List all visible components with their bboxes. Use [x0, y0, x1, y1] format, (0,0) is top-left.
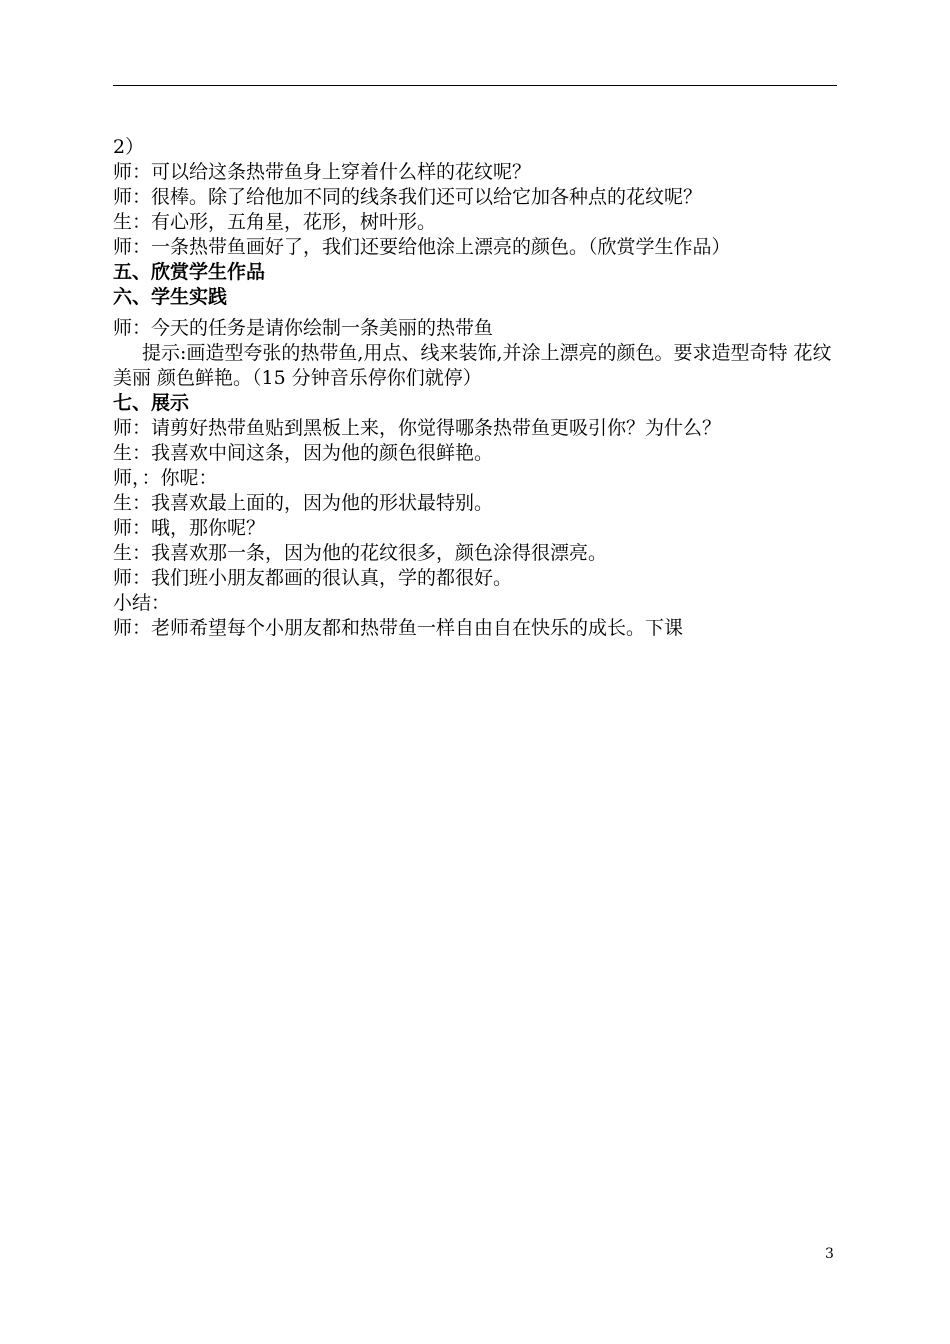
dialogue-line: 生：我喜欢中间这条，因为他的颜色很鲜艳。	[113, 442, 494, 464]
section-heading-practice: 六、学生实践	[113, 286, 228, 308]
dialogue-line: 师：我们班小朋友都画的很认真，学的都很好。	[113, 567, 513, 589]
dialogue-line: 师，：你呢：	[113, 467, 218, 489]
text-line-pattern-question: 师：可以给这条热带鱼身上穿着什么样的花纹呢？	[113, 161, 532, 183]
dialogue-line: 师：哦，那你呢？	[113, 517, 266, 539]
hint-paragraph: 提示:画造型夸张的热带鱼,用点、线来装饰,并涂上漂亮的颜色。要求造型奇特 花纹美丽 颜色鲜艳。（15 分钟音乐停你们就停）	[113, 342, 832, 389]
header-rule	[113, 85, 837, 86]
text-line-dot-pattern: 师：很棒。除了给他加不同的线条我们还可以给它加各种点的花纹呢？	[113, 186, 703, 208]
summary-label: 小结：	[113, 592, 171, 614]
closing-line: 师：老师希望每个小朋友都和热带鱼一样自由自在快乐的成长。下课	[113, 617, 684, 639]
dialogue-line: 师：请剪好热带鱼贴到黑板上来，你觉得哪条热带鱼更吸引你？为什么？	[113, 417, 722, 439]
text-line-student-shapes: 生：有心形，五角星，花形，树叶形。	[113, 211, 437, 233]
dialogue-line: 生：我喜欢最上面的，因为他的形状最特别。	[113, 492, 494, 514]
text-line-coloring: 师：一条热带鱼画好了，我们还要给他涂上漂亮的颜色。（欣赏学生作品）	[113, 236, 731, 258]
section-heading-display: 七、展示	[113, 392, 190, 414]
text-line-step-2: 2）	[113, 136, 145, 158]
body-text	[113, 135, 839, 641]
text-line-task: 师：今天的任务是请你绘制一条美丽的热带鱼	[113, 317, 494, 339]
page-number: 3	[825, 1246, 834, 1262]
section-heading-appreciate: 五、欣赏学生作品	[113, 261, 266, 283]
dialogue-line: 生：我喜欢那一条，因为他的花纹很多，颜色涂得很漂亮。	[113, 542, 608, 564]
